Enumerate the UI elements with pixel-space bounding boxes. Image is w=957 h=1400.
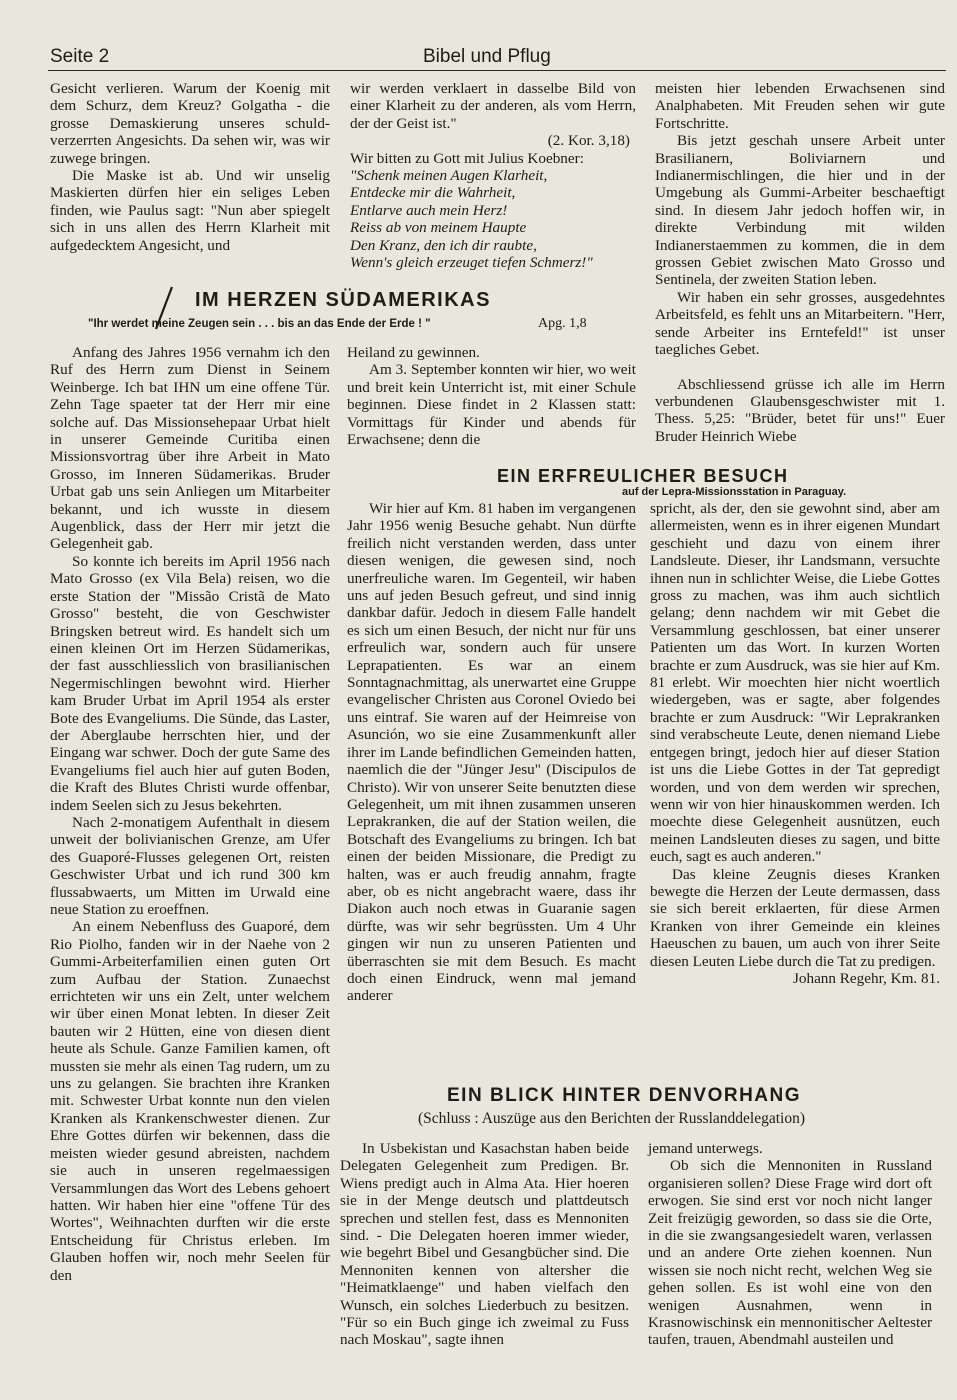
paragraph: Wir hier auf Km. 81 haben im vergangenen Jahr 1956 wenig Besuche gehabt. Nun dürfte freilich nicht verstanden werden, dass unter diesen wenigen, die gewesen sind, noch unerfreuliche waren. Im Gegenteil, wir haben uns auf jeden Besuch gefreut, und sind innig dankbar dafür. Jedoch in diesem Falle handelt es sich um einen Besuch, der nicht nur für uns erfreulich war, sondern auch für unsere Leprapatienten. Es war an einem Sonntagnachmittag, als unerwartet eine Gruppe evangelischer Christen aus Coronel Oviedo bei uns eintraf. Sie waren auf der Heimreise von Asunción, wo sie eine Zusammenkunft aller ihrer im Lande befindlichen Gemeinden hatten, naemlich die der "Jünger Jesu" (Discipulos de Christo). Wir von unserer Seite benutzten diese Gelegenheit, um mit ihnen zusammen unseren Leprakranken, die auf der Station weilen, die Botschaft des Evangeliums zu bringen. Ich bat einen der beiden Missionare, die Predigt zu halten, was er auch freudig annahm, fragte aber, ob es nicht angebracht waere, dass ihr Diakon auch noch etwas in Guaranie sagen dürfte, was wir sehr begrüssten. Um 4 Uhr gingen wir nun zu unseren Patienten und überraschten sie mit dem Besuch. Es macht doch einen Eindruck, wenn mal jemand anderer bbox=[347, 500, 636, 1005]
paragraph: Das kleine Zeugnis dieses Kranken bewegte die Herzen der Leute dermassen, dass sie sich bereit erklaerten, für diese Armen Kranken von ihrer Gemeinde ein kleines Haeuschen zu bauen, um auch von ihrer Seite diesen Leuten Liebe durch die Tat zu predigen. bbox=[650, 865, 940, 970]
poem-line: Den Kranz, den ich dir raubte, bbox=[350, 236, 537, 254]
paragraph: Am 3. September konnten wir hier, wo weit und breit kein Unterricht ist, mit einer Schule beginnen. Diese findet in 2 Klassen statt: Vormittags für Kinder und abends für Erwachsene; denn die bbox=[347, 361, 636, 449]
paragraph: Abschliessend grüsse ich alle im Herrn verbundenen Glaubensgeschwister mit 1. Thess. 5,25: "Brüder, betet für uns!" Euer Bruder Heinrich Wiebe bbox=[655, 375, 945, 445]
paragraph: wir werden verklaert in dasselbe Bild von einer Klarheit zu der anderen, als vom Herrn, der der Geist ist." bbox=[350, 80, 636, 132]
paragraph: Heiland zu gewinnen. bbox=[347, 344, 480, 361]
paragraph: So konnte ich bereits im April 1956 nach Mato Grosso (ex Vila Bela) reisen, wo die erste Station der "Missão Cristã de Mato Grosso" besteht, die von Geschwister Bringsken betreut wird. Es handelt sich um einen kleinen Ort im Herzen Südamerikas, der fast ausschliesslich von brasilianischen Negermischlingen bewohnt wird. Hierher kam Bruder Urbat im April 1954 als erster Bote des Evangeliums. Die Sünde, das Laster, der Aberglaube herrschten hier, und der Eingang war schwer. Doch der gute Same des Evangeliums fiel auch hier auf guten Boden, die Kraft des Blutes Christi wurde offenbar, indem Seelen sich zu Jesus bekehrten. bbox=[50, 552, 330, 814]
article-subtitle: (Schluss : Auszüge aus den Berichten der Russlanddelegation) bbox=[418, 1110, 805, 1127]
paragraph: meisten hier lebenden Erwachsenen sind Analphabeten. Mit Freuden sehen wir gute Fortschritte. bbox=[655, 80, 945, 132]
poem-line: Entdecke mir die Wahrheit, bbox=[350, 184, 516, 202]
article1-column-1 bbox=[50, 344, 330, 1284]
paragraph: jemand unterwegs. bbox=[648, 1140, 763, 1157]
motto-reference: Apg. 1,8 bbox=[538, 316, 587, 331]
article-signature: Johann Regehr, Km. 81. bbox=[792, 969, 940, 987]
paragraph: Die Maske ist ab. Und wir unselig Maskierten dürfen hier ein seliges Leben finden, wie Paulus sagt: "Nun aber spiegelt sich in uns allen des Herrn Klarheit mit aufgedecktem Angesicht, und bbox=[50, 167, 330, 254]
paragraph: Bis jetzt geschah unsere Arbeit unter Brasilianern, Boliviarnern und Indianermischlingen, die hier und in der Umgebung als Gummi-Arbeiter beschaeftigt sind. In diesem Jahr jedoch hoffen wir, in direkte Verbindung mit wilden Indianerstaemmen zu kommen, die in dem grossen Gebiet zwischen Mato Grosso und Sentinela, der zweiten Station leben. bbox=[655, 132, 945, 289]
article3-column-2 bbox=[340, 1140, 629, 1349]
poem-line: Wenn's gleich erzeuget tiefen Schmerz!" bbox=[350, 254, 593, 272]
article-title-blick-hinter-vorhang: EIN BLICK HINTER DENVORHANG bbox=[447, 1085, 802, 1106]
article2-column-2 bbox=[347, 500, 636, 1005]
paragraph: Wir bitten zu Gott mit Julius Koebner: bbox=[350, 149, 584, 167]
paragraph: Wir haben ein sehr grosses, ausgedehntes Arbeitsfeld, es fehlt uns an Mitarbeitern. "Herr, sende Arbeiter ins Erntefeld!" ist unser taegliches Gebet. bbox=[655, 288, 945, 359]
top-column-2 bbox=[350, 80, 636, 271]
article-motto: "Ihr werdet meine Zeugen sein . . . bis an das Ende der Erde ! " bbox=[88, 318, 431, 330]
article2-column-3 bbox=[650, 500, 940, 987]
article1-column-2 bbox=[347, 344, 636, 448]
paragraph: In Usbekistan und Kasachstan haben beide Delegaten Gelegenheit zum Predigen. Br. Wiens predigt auch in Alma Ata. Hier hoeren sie in der Menge deutsch und plattdeutsch sprechen und stellen fest, dass es Mennoniten sind. - Die Delegaten hoeren immer wieder, wie begehrt Bibel und Gesangbücher sind. Die Mennoniten kennen von altersher die "Heimatklaenge" und haben vielfach den Wunsch, ein solches Liederbuch zu besitzen. "Für so ein Buch ginge ich zweimal zu Fuss nach Moskau", sagte ihnen bbox=[340, 1140, 629, 1349]
bible-reference: (2. Kor. 3,18) bbox=[547, 132, 630, 150]
paragraph: spricht, als der, den sie gewohnt sind, aber am allermeisten, wenn es in ihrer eigenen Mundart geschieht und dazu von einem ihrer Landsleute. Dieser, ihr Landsmann, versuchte ihnen nun in schlichter Weise, die Liebe Gottes gross zu machen, was ihm auch sichtlich gelang; denn nachdem wir mit Gebet die Versammlung geschlossen, bat einer unserer Patienten um das Wort. In kurzen Worten brachte er zum Ausdruck, was sie hier auf Km. 81 erlebt. Wir moechten hier nicht woertlich wiedergeben, was er sagte, aber folgendes brachte er zum Ausdruck: "Wir Leprakranken sind verabscheute Leute, denen niemand Liebe entgegen bringt, jedoch hier auf dieser Station ist uns die Liebe Gottes in der Tat gepredigt worden, und von dem werden wir sprechen, wenn wir von hier hinauskommen werden. Ich moechte diese Gelegenheit ausnützen, euch meinen Landsleuten dieses zu sagen, und bitte euch, sagt es auch anderen." bbox=[650, 500, 940, 866]
article-title-im-herzen: IM HERZEN SÜDAMERIKAS bbox=[195, 289, 491, 311]
top-column-3 bbox=[655, 80, 945, 445]
poem-line: Entlarve auch mein Herz! bbox=[350, 201, 508, 219]
poem-line: "Schenk meinen Augen Klarheit, bbox=[350, 167, 548, 185]
top-column-1 bbox=[50, 80, 330, 254]
paragraph: Nach 2-monatigem Aufenthalt in diesem unweit der bolivianischen Grenze, am Ufer des Guaporé-Flusses gelegenen Ort, reisten Geschwister Urbat und ich rund 300 km flussabwaerts, um Mitten im Urwald eine neue Station zu eroeffnen. bbox=[50, 813, 330, 918]
paragraph: Gesicht verlieren. Warum der Koenig mit dem Schurz, dem Kreuz? Golgatha - die grosse Demaskierung unseres schuld-verzerrten Angesichts. Da sehen wir, was wir zuwege bringen. bbox=[50, 80, 330, 167]
article-title-erfreulicher-besuch: EIN ERFREULICHER BESUCH bbox=[497, 466, 789, 486]
paragraph: An einem Nebenfluss des Guaporé, dem Rio Piolho, fanden wir in der Naehe von 2 Gummi-Arbeiterfamilien einen guten Ort zum Aufbau der Station. Zunaechst errichteten wir uns ein Zelt, unter welchem wir über einen Monat lebten. In dieser Zeit bauten wir 2 Hütten, eine von diesen dient heute als Schule. Ganze Familien kamen, oft mussten sie mehr als einen Tag rudern, um zu uns zu gelangen. Sie brachten ihre Kranken mit. Schwester Urbat konnte nun den vielen Kranken als Krankenschwester dienen. Zur Ehre Gottes dürfen wir bekennen, dass die meisten wieder gesund abreisten, nachdem sie auch in unseren regelmaessigen Versammlungen das Wort des Lebens gehoert hatten. Wir haben hier eine "offene Tür des Wortes", Weihnachten durften wir die erste Entscheidung für Christus erleben. Im Glauben hoffen wir, noch mehr Seelen für den bbox=[50, 918, 330, 1284]
article-subtitle: auf der Lepra-Missionsstation in Paraguay. bbox=[622, 486, 847, 498]
publication-title: Bibel und Pflug bbox=[423, 46, 551, 67]
header-rule bbox=[48, 70, 946, 71]
poem-line: Reiss ab von meinem Haupte bbox=[350, 219, 527, 237]
paragraph: Anfang des Jahres 1956 vernahm ich den Ruf des Herrn zum Dienst in Seinem Weinberge. Ich bat IHN um eine offene Tür. Zehn Tage spaeter tat der Herr mir eine solche auf. Das Missionsehepaar Urbat hielt in unserer Gemeinde Curitiba einen Missionsvortrag über ihre Arbeit in Mato Grosso, im Inneren Südamerikas. Bruder Urbat gab uns sein Anliegen um Mitarbeiter bekannt, und ich wusste in diesem Augenblick, dass der Herr mir jetzt die Gelegenheit gab. bbox=[50, 344, 330, 553]
paragraph: Ob sich die Mennoniten in Russland organisieren sollen? Diese Frage wird dort oft erwogen. Sie sind erst vor noch nicht langer Zeit freizügig geworden, so dass sie die Orte, in die sie zwangsangesiedelt waren, verlassen und an andere Orte ziehen koennen. Nun wissen sie noch nicht recht, welchen Weg sie gehen sollen. Es ist wohl eine von den wenigen Ausnahmen, wenn in Krasnowischinsk ein mennonitischer Aeltester taufen, trauen, Abendmahl austeilen und bbox=[648, 1157, 932, 1349]
page-number: Seite 2 bbox=[50, 46, 110, 67]
article3-column-3 bbox=[648, 1140, 932, 1349]
